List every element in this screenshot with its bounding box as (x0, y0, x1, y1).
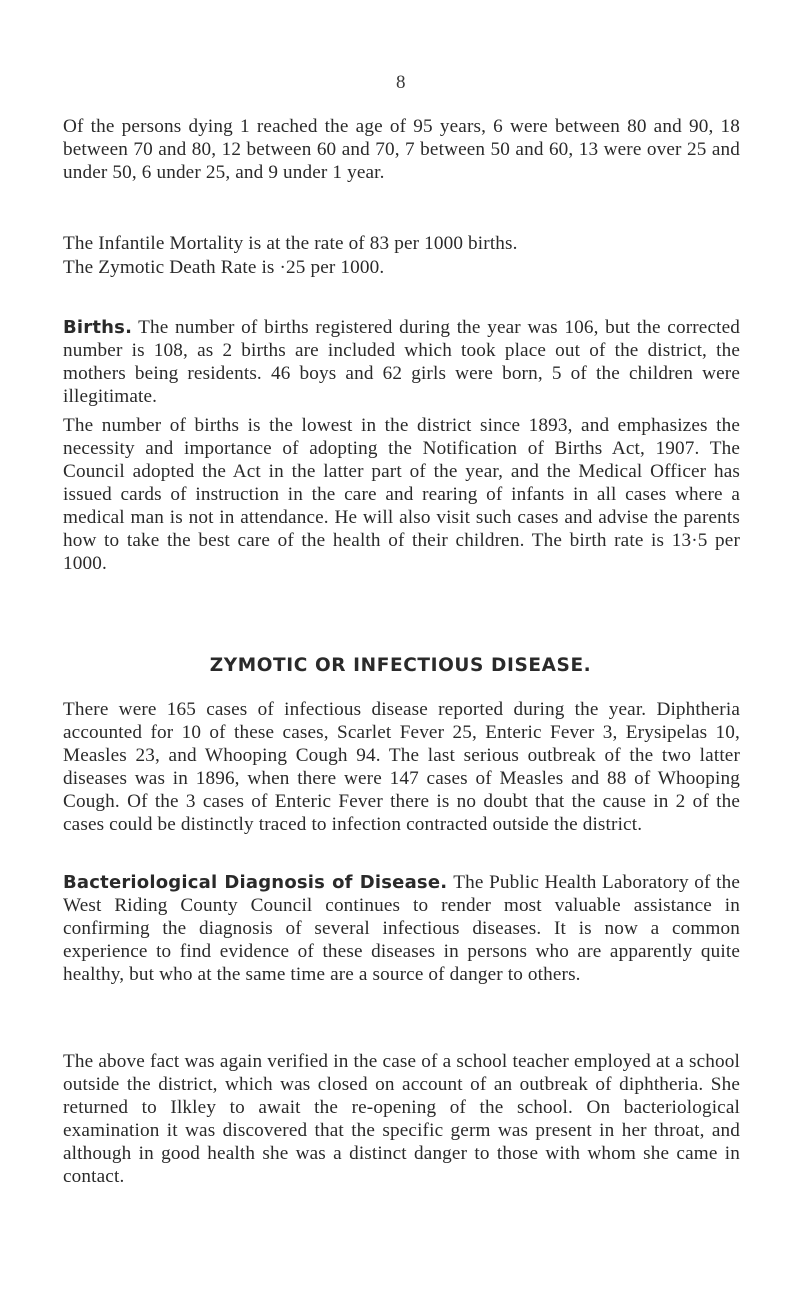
bacteriological-text: The Public Health Laboratory of the West Riding County Council continues to render most valuable assistance in confirming the diagnosis of several infectious diseases. It is now a common experience to find evidence of these diseases in persons who are apparently quite healthy, but who at the same time are a source of danger to others. (63, 872, 740, 986)
paragraph-births-lowest: The number of births is the lowest in the district since 1893, and emphasizes the necessity and importance of adopting the Notification of Births Act, 1907. The Council adopted the Act in the latter part of the year, and the Medical Officer has issued cards of instruction in the care and rearing of infants in all cases where a medical man is not in attendance. He will also visit such cases and advise the parents how to take the best care of the health of their children. The birth rate is 13·5 per 1000. (63, 415, 740, 575)
bacteriological-heading: Bacteriological Diagnosis of Disease. (63, 872, 448, 894)
births-heading: Births. (63, 317, 133, 339)
paragraph-bacteriological (63, 871, 740, 986)
paragraph-zymotic-death-rate: The Zymotic Death Rate is ·25 per 1000. (63, 257, 385, 279)
paragraph-deaths-ages: Of the persons dying 1 reached the age of 95 years, 6 were between 80 and 90, 18 between 70 and 80, 12 between 60 and 70, 7 between 50 and 60, 13 were over 25 and under 50, 6 under 25, and 9 under 1 year. (63, 116, 740, 184)
paragraph-infectious-cases: There were 165 cases of infectious disease reported during the year. Diphtheria accounted for 10 of these cases, Scarlet Fever 25, Enteric Fever 3, Erysipelas 10, Measles 23, and Whooping Cough 94. The last serious outbreak of the two latter diseases was in 1896, when there were 147 cases of Measles and 88 of Whooping Cough. Of the 3 cases of Enteric Fever there is no doubt that the cause in 2 of the cases could be distinctly traced to infection contracted outside the district. (63, 699, 740, 836)
paragraph-births (63, 316, 740, 408)
paragraph-infantile-mortality: The Infantile Mortality is at the rate of 83 per 1000 births. (63, 233, 518, 255)
births-text: The number of births registered during the year was 106, but the corrected number is 108, as 2 births are included which took place out of the district, the mothers being residents. 46 boys and 62 girls were born, 5 of the children were illegitimate. (63, 317, 740, 408)
section-heading-zymotic: ZYMOTIC OR INFECTIOUS DISEASE. (209, 655, 592, 676)
paragraph-school-teacher: The above fact was again verified in the case of a school teacher employed at a school outside the district, which was closed on account of an outbreak of diphtheria. She returned to Ilkley to await the re-opening of the school. On bacteriological examination it was discovered that the specific germ was present in her throat, and although in good health she was a distinct danger to those with whom she came in contact. (63, 1051, 740, 1188)
page-number: 8 (396, 72, 406, 93)
